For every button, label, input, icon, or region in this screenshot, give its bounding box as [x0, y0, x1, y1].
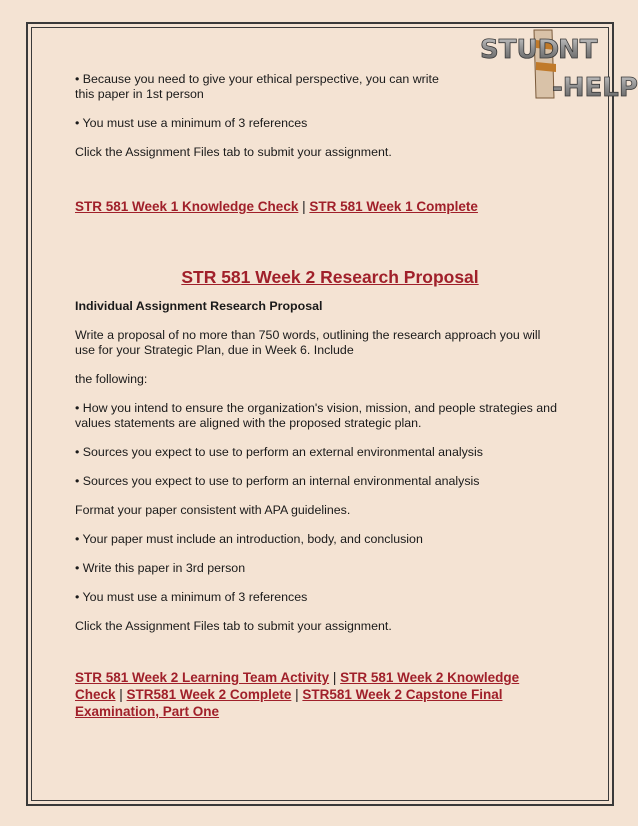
- intro-line1: Write a proposal of no more than 750 words, outlining the research approach you will: [75, 328, 541, 342]
- intro-line3: the following:: [75, 372, 148, 386]
- bullet-vision-line1: • How you intend to ensure the organization's vision, mission, and people strategies and: [75, 401, 557, 415]
- link-separator: |: [329, 670, 341, 685]
- link-week2-knowledge-check-cont[interactable]: Check: [75, 687, 116, 702]
- link-week2-complete[interactable]: STR581 Week 2 Complete: [126, 687, 292, 702]
- bullet-external-analysis: • Sources you expect to use to perform an external environmental analysis: [75, 445, 483, 459]
- bullet-ethical-line1: • Because you need to give your ethical perspective, you can write: [75, 72, 439, 86]
- bullet-vision-line2: values statements are aligned with the proposed strategic plan.: [75, 416, 422, 430]
- link-separator: |: [298, 199, 310, 214]
- bullet-references-2: • You must use a minimum of 3 references: [75, 590, 308, 604]
- submit-instruction-2: Click the Assignment Files tab to submit your assignment.: [75, 619, 392, 633]
- bullet-internal-analysis: • Sources you expect to use to perform an internal environmental analysis: [75, 474, 480, 488]
- link-separator: |: [115, 687, 127, 702]
- svg-text:STUD: STUD: [480, 35, 560, 65]
- bullet-references: • You must use a minimum of 3 references: [75, 116, 308, 130]
- format-instruction: Format your paper consistent with APA guidelines.: [75, 503, 351, 517]
- week2-links: [75, 669, 575, 720]
- link-separator: |: [291, 687, 303, 702]
- intro-line2: use for your Strategic Plan, due in Week 6. Include: [75, 343, 354, 357]
- svg-text:NT: NT: [558, 35, 598, 65]
- link-week2-capstone[interactable]: STR581 Week 2 Capstone Final: [302, 687, 503, 702]
- link-week1-knowledge-check[interactable]: STR 581 Week 1 Knowledge Check: [75, 199, 299, 214]
- week1-links: [75, 198, 575, 215]
- svg-text:-HELP: -HELP: [552, 73, 638, 103]
- assignment-subheading: Individual Assignment Research Proposal: [75, 299, 323, 313]
- bullet-structure: • Your paper must include an introduction, body, and conclusion: [75, 532, 423, 546]
- submit-instruction: Click the Assignment Files tab to submit your assignment.: [75, 145, 392, 159]
- bullet-third-person: • Write this paper in 3rd person: [75, 561, 246, 575]
- document-body: [75, 72, 575, 720]
- link-week2-knowledge-check[interactable]: STR 581 Week 2 Knowledge: [340, 670, 520, 685]
- link-week2-learning-team[interactable]: STR 581 Week 2 Learning Team Activity: [75, 670, 330, 685]
- link-week1-complete[interactable]: STR 581 Week 1 Complete: [309, 199, 478, 214]
- bullet-ethical-line2: this paper in 1st person: [75, 87, 204, 101]
- section-heading: STR 581 Week 2 Research Proposal: [181, 267, 479, 287]
- link-week2-capstone-cont[interactable]: Examination, Part One: [75, 704, 220, 719]
